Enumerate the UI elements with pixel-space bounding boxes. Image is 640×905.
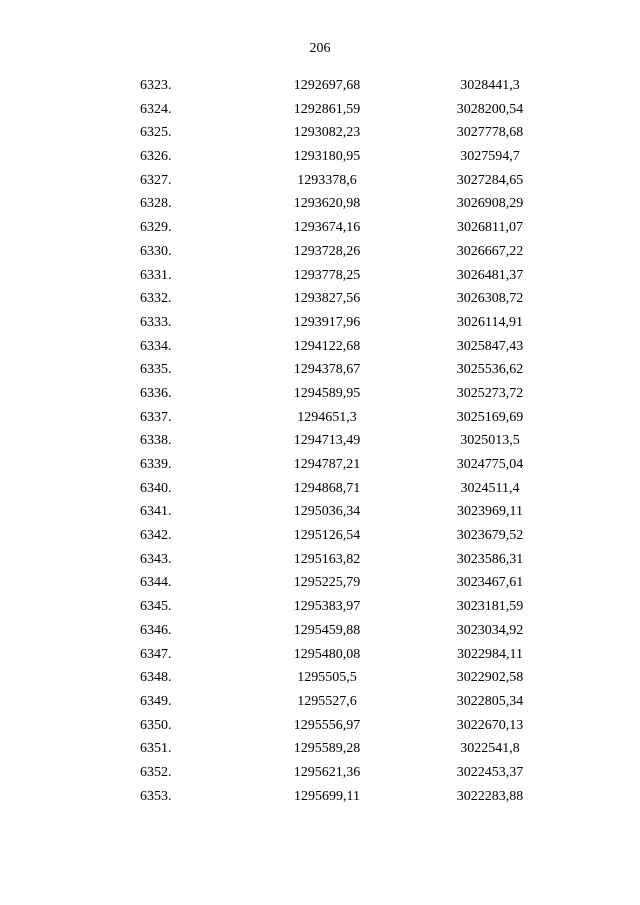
- y-coordinate: 3022984,11: [457, 646, 523, 662]
- point-number: 6332.: [140, 291, 172, 307]
- x-coordinate: 1293917,96: [293, 314, 361, 330]
- y-coordinate: 3024775,04: [456, 457, 524, 472]
- y-coordinate: 3028200,54: [456, 101, 524, 117]
- point-number: 6352.: [140, 764, 172, 780]
- y-coordinate: 3023679,52: [456, 528, 524, 544]
- table-row: [0, 619, 640, 643]
- table-row: [0, 145, 640, 169]
- x-coordinate: 1295459,88: [293, 622, 361, 638]
- point-number: 6324.: [140, 101, 172, 117]
- point-number: 6344.: [140, 575, 172, 591]
- table-row: [0, 382, 640, 406]
- x-coordinate: 1294378,67: [293, 362, 361, 378]
- point-number: 6340.: [140, 480, 172, 496]
- point-number: 6335.: [140, 362, 172, 378]
- table-row: [0, 477, 640, 501]
- point-number: 6343.: [140, 551, 172, 567]
- table-row: [0, 169, 640, 193]
- y-coordinate: 3025013,5: [460, 433, 520, 449]
- table-row: [0, 548, 640, 572]
- x-coordinate: 1294713,49: [293, 433, 361, 449]
- table-row: [0, 216, 640, 240]
- x-coordinate: 1295527,6: [297, 693, 357, 709]
- table-row: [0, 785, 640, 809]
- x-coordinate: 1295699,11: [294, 788, 360, 804]
- x-coordinate: 1295036,34: [293, 504, 361, 520]
- y-coordinate: 3022805,34: [456, 693, 524, 709]
- y-coordinate: 3027594,7: [460, 149, 520, 165]
- x-coordinate: 1295383,97: [293, 599, 361, 615]
- y-coordinate: 3026114,91: [457, 314, 523, 330]
- point-number: 6329.: [140, 220, 172, 236]
- point-number: 6323.: [140, 78, 172, 93]
- y-coordinate: 3022541,8: [460, 741, 520, 757]
- y-coordinate: 3023586,31: [456, 551, 524, 567]
- point-number: 6348.: [140, 670, 172, 686]
- table-row: [0, 240, 640, 264]
- y-coordinate: 3026667,22: [456, 243, 524, 259]
- y-coordinate: 3025536,62: [456, 362, 524, 378]
- point-number: 6342.: [140, 528, 172, 544]
- table-row: [0, 429, 640, 453]
- y-coordinate: 3023034,92: [456, 622, 524, 638]
- y-coordinate: 3026481,37: [456, 267, 524, 283]
- table-row: [0, 406, 640, 430]
- point-number: 6345.: [140, 599, 172, 615]
- y-coordinate: 3023969,11: [457, 504, 523, 520]
- x-coordinate: 1293674,16: [293, 220, 361, 236]
- table-row: [0, 264, 640, 288]
- table-row: [0, 595, 640, 619]
- point-number: 6339.: [140, 457, 172, 472]
- table-row: [0, 358, 640, 382]
- point-number: 6347.: [140, 646, 172, 662]
- table-row: [0, 121, 640, 145]
- table-row: [0, 666, 640, 690]
- coordinates-table: [0, 74, 640, 808]
- x-coordinate: 1294651,3: [297, 409, 357, 425]
- y-coordinate: 3026908,29: [456, 196, 524, 212]
- table-row: [0, 500, 640, 524]
- table-row: [0, 761, 640, 785]
- x-coordinate: 1293378,6: [297, 172, 357, 188]
- point-number: 6351.: [140, 741, 172, 757]
- y-coordinate: 3025273,72: [456, 385, 524, 401]
- y-coordinate: 3025847,43: [456, 338, 524, 354]
- point-number: 6338.: [140, 433, 172, 449]
- x-coordinate: 1292861,59: [293, 101, 361, 117]
- x-coordinate: 1295589,28: [293, 741, 361, 757]
- y-coordinate: 3027778,68: [456, 125, 524, 141]
- x-coordinate: 1294787,21: [293, 457, 361, 472]
- x-coordinate: 1294589,95: [293, 385, 361, 401]
- y-coordinate: 3023181,59: [456, 599, 524, 615]
- table-row: [0, 524, 640, 548]
- point-number: 6330.: [140, 243, 172, 259]
- x-coordinate: 1292697,68: [293, 78, 361, 93]
- x-coordinate: 1295126,54: [293, 528, 361, 544]
- x-coordinate: 1295225,79: [293, 575, 361, 591]
- point-number: 6331.: [140, 267, 172, 283]
- table-row: [0, 192, 640, 216]
- x-coordinate: 1293778,25: [293, 267, 361, 283]
- y-coordinate: 3024511,4: [460, 480, 520, 496]
- y-coordinate: 3022902,58: [456, 670, 524, 686]
- table-row: [0, 335, 640, 359]
- y-coordinate: 3022453,37: [456, 764, 524, 780]
- table-row: [0, 690, 640, 714]
- x-coordinate: 1295163,82: [293, 551, 361, 567]
- y-coordinate: 3028441,3: [460, 78, 520, 93]
- x-coordinate: 1295480,08: [293, 646, 361, 662]
- table-row: [0, 643, 640, 667]
- table-row: [0, 453, 640, 477]
- table-row: [0, 98, 640, 122]
- y-coordinate: 3026308,72: [456, 291, 524, 307]
- point-number: 6326.: [140, 149, 172, 165]
- page-number: 206: [309, 41, 331, 56]
- y-coordinate: 3022670,13: [456, 717, 524, 733]
- table-row: [0, 571, 640, 595]
- point-number: 6327.: [140, 172, 172, 188]
- y-coordinate: 3027284,65: [456, 172, 524, 188]
- table-row: [0, 714, 640, 738]
- x-coordinate: 1295621,36: [293, 764, 361, 780]
- table-row: [0, 737, 640, 761]
- point-number: 6341.: [140, 504, 172, 520]
- y-coordinate: 3023467,61: [456, 575, 524, 591]
- point-number: 6334.: [140, 338, 172, 354]
- x-coordinate: 1293620,98: [293, 196, 361, 212]
- point-number: 6346.: [140, 622, 172, 638]
- x-coordinate: 1293180,95: [293, 149, 361, 165]
- point-number: 6350.: [140, 717, 172, 733]
- point-number: 6333.: [140, 314, 172, 330]
- point-number: 6328.: [140, 196, 172, 212]
- x-coordinate: 1295556,97: [293, 717, 361, 733]
- table-row: [0, 287, 640, 311]
- x-coordinate: 1294868,71: [293, 480, 361, 496]
- point-number: 6336.: [140, 385, 172, 401]
- y-coordinate: 3025169,69: [456, 409, 524, 425]
- table-row: [0, 74, 640, 98]
- x-coordinate: 1295505,5: [297, 670, 357, 686]
- x-coordinate: 1293728,26: [293, 243, 361, 259]
- x-coordinate: 1293827,56: [293, 291, 361, 307]
- y-coordinate: 3022283,88: [456, 788, 524, 804]
- x-coordinate: 1293082,23: [293, 125, 361, 141]
- y-coordinate: 3026811,07: [457, 220, 523, 236]
- point-number: 6337.: [140, 409, 172, 425]
- point-number: 6349.: [140, 693, 172, 709]
- table-row: [0, 311, 640, 335]
- x-coordinate: 1294122,68: [293, 338, 361, 354]
- point-number: 6353.: [140, 788, 172, 804]
- point-number: 6325.: [140, 125, 172, 141]
